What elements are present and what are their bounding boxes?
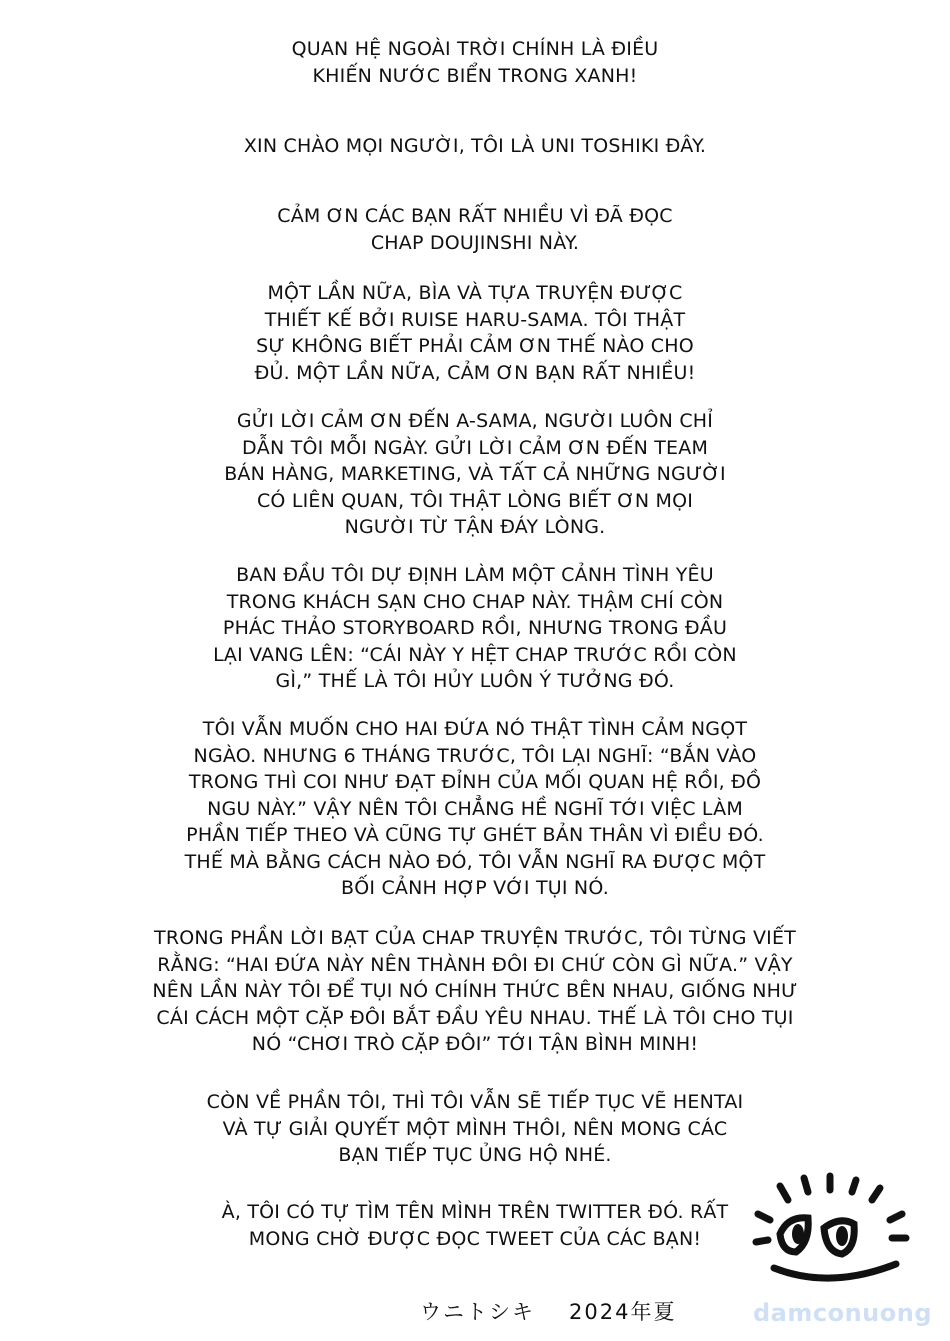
text-line: CÒN VỀ PHẦN TÔI, THÌ TÔI VẪN SẼ TIẾP TỤC VẼ HENTAI xyxy=(206,1091,744,1113)
text-line: CHAP DOUJINSHI NÀY. xyxy=(370,231,580,254)
text-line: XIN CHÀO MỌI NGƯỜI, TÔI LÀ UNI TOSHIKI ĐÂY. xyxy=(243,135,707,157)
paragraph-8 xyxy=(0,925,950,1058)
author-name: ウニトシキ xyxy=(420,1300,535,1324)
text-line: NGƯỜI TỪ TẬN ĐÁY LÒNG. xyxy=(344,516,606,538)
text-line: NÓ “CHƠI TRÒ CẶP ĐÔI” TỚI TẬN BÌNH MINH! xyxy=(251,1033,699,1055)
paragraph-5 xyxy=(0,408,950,541)
text-line: TRONG THÌ COI NHƯ ĐẠT ĐỈNH CỦA MỐI QUAN HỆ RỒI, ĐỒ xyxy=(188,771,762,793)
text-line: VÀ TỰ GIẢI QUYẾT MỘT MÌNH THÔI, NÊN MONG CÁC xyxy=(222,1117,728,1140)
text-line: MONG CHỜ ĐƯỢC ĐỌC TWEET CỦA CÁC BẠN! xyxy=(248,1227,702,1250)
text-line: BỐI CẢNH HỢP VỚI TỤI NÓ. xyxy=(341,877,609,899)
text-line: NGU NÀY.” VẬY NÊN TÔI CHẲNG HỀ NGHĨ TỚI VIỆC LÀM xyxy=(207,797,743,820)
paragraph-9 xyxy=(0,1089,950,1169)
text-line: PHẦN TIẾP THEO VÀ CŨNG TỰ GHÉT BẢN THÂN VÌ ĐIỀU ĐÓ. xyxy=(186,824,764,846)
text-line: TRONG KHÁCH SẠN CHO CHAP NÀY. THẬM CHÍ CÒN xyxy=(226,590,724,613)
text-line: MỘT LẦN NỮA, BÌA VÀ TỰA TRUYỆN ĐƯỢC xyxy=(267,282,683,304)
text-line: DẪN TÔI MỖI NGÀY. GỬI LỜI CẢM ƠN ĐẾN TEAM xyxy=(241,436,709,459)
text-line: CÓ LIÊN QUAN, TÔI THẬT LÒNG BIẾT ƠN MỌI xyxy=(256,489,694,512)
text-line: ĐỦ. MỘT LẦN NỮA, CẢM ƠN BẠN RẤT NHIỀU! xyxy=(254,361,696,384)
text-line: GÌ,” THẾ LÀ TÔI HỦY LUÔN Ý TƯỞNG ĐÓ. xyxy=(275,670,675,692)
text-line: BÁN HÀNG, MARKETING, VÀ TẤT CẢ NHỮNG NGƯỜI xyxy=(224,463,726,485)
text-line: CẢM ƠN CÁC BẠN RẤT NHIỀU VÌ ĐÃ ĐỌC xyxy=(277,205,673,227)
paragraph-3 xyxy=(0,203,950,256)
text-line: À, TÔI CÓ TỰ TÌM TÊN MÌNH TRÊN TWITTER ĐÓ. RẤT xyxy=(221,1201,729,1223)
paragraph-7 xyxy=(0,716,950,902)
text-line: THIẾT KẾ BỞI RUISE HARU-SAMA. TÔI THẬT xyxy=(264,308,686,331)
text-line: BẠN TIẾP TỤC ỦNG HỘ NHÉ. xyxy=(338,1144,612,1166)
signature-date: 2024年夏 xyxy=(569,1300,677,1324)
text-line: KHIẾN NƯỚC BIỂN TRONG XANH! xyxy=(312,64,638,87)
text-line: QUAN HỆ NGOÀI TRỜI CHÍNH LÀ ĐIỀU xyxy=(291,38,659,60)
paragraph-6 xyxy=(0,562,950,695)
text-line: NÊN LẦN NÀY TÔI ĐỂ TỤI NÓ CHÍNH THỨC BÊN NHAU, GIỐNG NHƯ xyxy=(152,980,798,1002)
text-line: TÔI VẪN MUỐN CHO HAI ĐỨA NÓ THẬT TÌNH CẢM NGỌT xyxy=(202,718,748,740)
text-line: SỰ KHÔNG BIẾT PHẢI CẢM ƠN THẾ NÀO CHO xyxy=(256,335,694,357)
text-line: LẠI VANG LÊN: “CÁI NÀY Y HỆT CHAP TRƯỚC RỒI CÒN xyxy=(213,643,737,666)
text-line: PHÁC THẢO STORYBOARD RỒI, NHƯNG TRONG ĐẦU xyxy=(222,617,728,639)
text-line: THẾ MÀ BẰNG CÁCH NÀO ĐÓ, TÔI VẪN NGHĨ RA ĐƯỢC MỘT xyxy=(184,850,766,873)
text-line: CÁI CÁCH MỘT CẶP ĐÔI BẮT ĐẦU YÊU NHAU. THẾ LÀ TÔI CHO TỤI xyxy=(156,1006,794,1029)
signature xyxy=(420,1296,676,1326)
paragraph-1 xyxy=(0,36,950,89)
text-line: TRONG PHẦN LỜI BẠT CỦA CHAP TRUYỆN TRƯỚC, TÔI TỪNG VIẾT xyxy=(154,927,796,949)
smiling-face-doodle-icon xyxy=(750,1172,920,1292)
text-line: BAN ĐẦU TÔI DỰ ĐỊNH LÀM MỘT CẢNH TÌNH YÊU xyxy=(236,564,714,586)
paragraph-2 xyxy=(0,133,950,160)
paragraph-4 xyxy=(0,280,950,386)
watermark: damconuong xyxy=(752,1299,932,1327)
text-line: GỬI LỜI CẢM ƠN ĐẾN A-SAMA, NGƯỜI LUÔN CHỈ xyxy=(236,410,714,432)
text-line: NGÀO. NHƯNG 6 THÁNG TRƯỚC, TÔI LẠI NGHĨ: “BẮN VÀO xyxy=(193,744,757,767)
text-line: RẰNG: “HAI ĐỨA NÀY NÊN THÀNH ĐÔI ĐI CHỨ CÒN GÌ NỮA.” VẬY xyxy=(157,953,793,976)
